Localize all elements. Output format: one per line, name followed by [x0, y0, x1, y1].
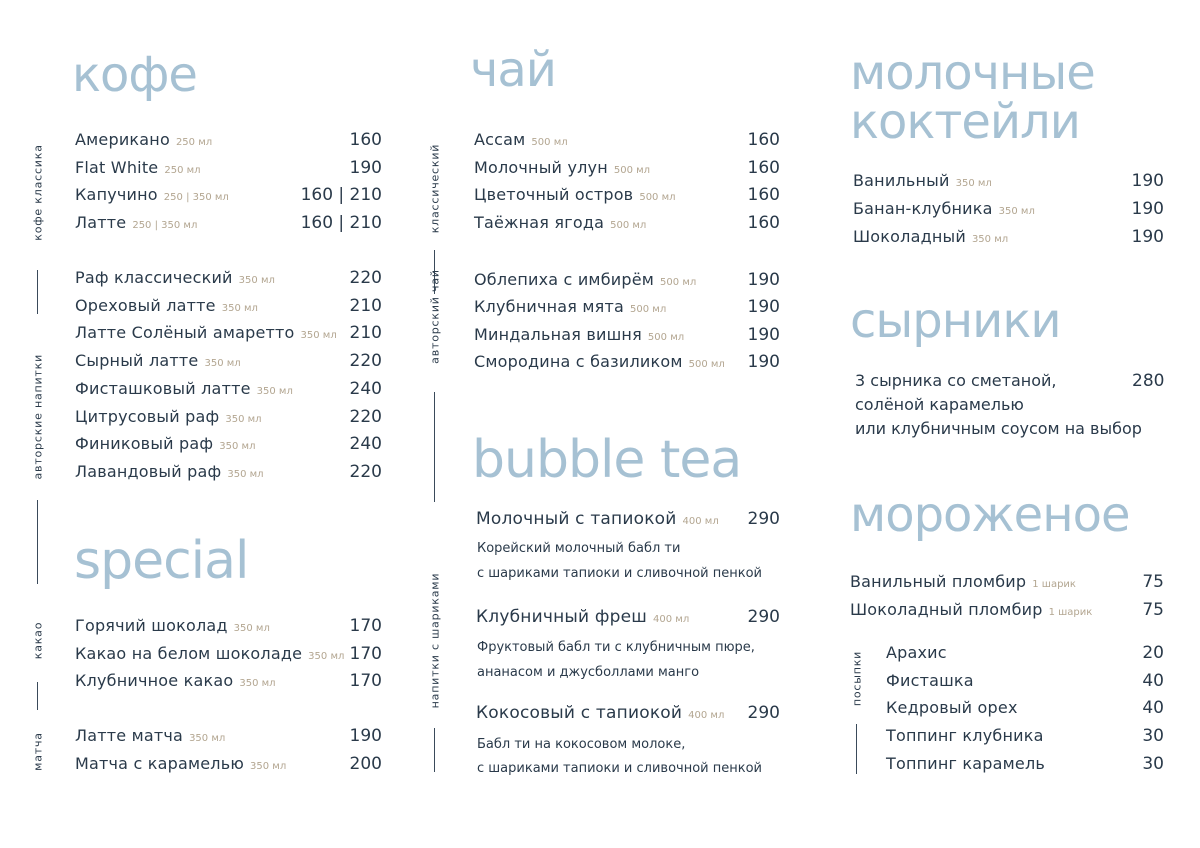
menu-item: [886, 726, 1164, 752]
item-volume: 1 шарик: [1048, 607, 1093, 618]
item-volume: 350 мл: [239, 678, 276, 689]
item-price: 20: [1142, 643, 1164, 663]
menu-item: [850, 572, 1164, 598]
item-name: Раф классический: [75, 268, 233, 287]
item-name: Сырный латте: [75, 351, 199, 370]
item-volume: 400 мл: [688, 710, 725, 721]
item-price: 220: [349, 351, 382, 371]
item-price: 170: [349, 644, 382, 664]
menu-item: [75, 268, 382, 294]
divider-line: [37, 500, 38, 584]
menu-item: [75, 323, 382, 349]
item-name: Фисташковый латте: [75, 379, 251, 398]
menu-item: [886, 671, 1164, 697]
menu-item: [75, 130, 382, 156]
item-volume: 350 мл: [256, 386, 293, 397]
item-price: 160: [747, 185, 780, 205]
item-price: 190: [349, 726, 382, 746]
item-name: Арахис: [886, 643, 947, 662]
side-label-bubble: напитки с шариками: [428, 572, 442, 709]
item-name: Цитрусовый раф: [75, 407, 220, 426]
item-name: Клубничный фреш: [476, 607, 648, 627]
item-volume: 350 мл: [250, 761, 287, 772]
item-volume: 500 мл: [639, 192, 676, 203]
item-price: 75: [1142, 600, 1164, 620]
item-name: Ванильный: [853, 171, 950, 190]
item-volume: 500 мл: [688, 359, 725, 370]
item-name: Фисташка: [886, 671, 974, 690]
item-name: Латте Солёный амаретто: [75, 323, 295, 342]
side-label-tea-author: авторский чай: [428, 269, 442, 364]
item-volume: 350 мл: [227, 469, 264, 480]
side-label-cocoa: какао: [31, 621, 45, 660]
item-description: Фруктовый бабл ти с клубничным пюре,: [477, 640, 755, 655]
item-name: Топпинг карамель: [886, 754, 1046, 773]
item-price: 190: [747, 270, 780, 290]
item-price: 200: [349, 754, 382, 774]
item-name: Кедровый орех: [886, 698, 1018, 717]
menu-item: [474, 325, 780, 351]
item-volume: 250 | 350 мл: [163, 192, 229, 203]
menu-item: [476, 703, 780, 729]
item-volume: 350 мл: [204, 358, 241, 369]
menu-item: [850, 600, 1164, 626]
item-volume: 500 мл: [630, 304, 667, 315]
item-price: 40: [1142, 671, 1164, 691]
menu-item: [853, 227, 1164, 253]
divider-line: [37, 270, 38, 314]
item-description: с шариками тапиоки и сливочной пенкой: [477, 761, 762, 776]
menu-item: [474, 130, 780, 156]
item-price: 220: [349, 407, 382, 427]
item-price: 190: [1131, 171, 1164, 191]
item-name: Банан-клубника: [853, 199, 993, 218]
item-price: 160 | 210: [300, 185, 382, 205]
item-volume: 400 мл: [653, 614, 690, 625]
menu-item: [474, 213, 780, 239]
item-price: 30: [1142, 754, 1164, 774]
item-name: Капучино: [75, 185, 158, 204]
item-price: 220: [349, 462, 382, 482]
item-name: Горячий шоколад: [75, 616, 228, 635]
item-volume: 350 мл: [308, 651, 345, 662]
item-name: Латте: [75, 213, 127, 232]
menu-item: [75, 671, 382, 697]
item-price: 240: [349, 434, 382, 454]
item-volume: 1 шарик: [1032, 579, 1076, 590]
item-volume: 250 мл: [175, 137, 213, 148]
item-name: Финиковый раф: [75, 434, 214, 453]
item-price: 40: [1142, 698, 1164, 718]
item-volume: 400 мл: [682, 516, 719, 527]
item-name: Клубничное какао: [75, 671, 234, 690]
item-price: 170: [349, 671, 382, 691]
item-volume: 500 мл: [531, 137, 568, 148]
side-label-matcha: матча: [31, 732, 45, 771]
item-name: Ассам: [474, 130, 526, 149]
item-volume: 350 мл: [221, 303, 258, 314]
menu-item: [75, 407, 382, 433]
menu-item: [75, 296, 382, 322]
menu-item: [75, 462, 382, 488]
menu-item: [474, 270, 780, 296]
item-price: 210: [349, 323, 382, 343]
divider-line: [434, 392, 435, 502]
item-volume: 350 мл: [998, 206, 1035, 217]
item-volume: 350 мл: [219, 441, 256, 452]
item-volume: 500 мл: [610, 220, 647, 231]
item-price: 190: [1131, 227, 1164, 247]
menu-item: [886, 643, 1164, 669]
item-price: 160 | 210: [300, 213, 382, 233]
item-volume: 500 мл: [647, 332, 685, 343]
menu-item: [474, 185, 780, 211]
side-label-coffee-author: авторские напитки: [31, 353, 45, 480]
item-volume: 350 мл: [238, 275, 275, 286]
menu-item: [75, 213, 382, 239]
item-name: Кокосовый с тапиокой: [476, 703, 683, 723]
item-name: Flat White: [75, 158, 159, 177]
divider-line: [856, 724, 857, 774]
menu-item: [75, 379, 382, 405]
item-name: Какао на белом шоколаде: [75, 644, 303, 663]
item-price: 190: [747, 325, 780, 345]
item-name: Лавандовый раф: [75, 462, 222, 481]
item-price: 190: [1131, 199, 1164, 219]
item-price: 240: [349, 379, 382, 399]
item-price: 290: [747, 509, 780, 529]
item-price: 190: [747, 352, 780, 372]
syrniki-description-line2: солёной карамелью: [855, 395, 1024, 414]
menu-item: [853, 171, 1164, 197]
item-price: 290: [747, 607, 780, 627]
item-price: 75: [1142, 572, 1164, 592]
menu-item: [474, 158, 780, 184]
item-volume: 350 мл: [971, 234, 1009, 245]
item-name: Миндальная вишня: [474, 325, 642, 344]
item-price: 290: [747, 703, 780, 723]
item-volume: 500 мл: [613, 165, 651, 176]
coffee-title: кофе: [72, 47, 197, 103]
special-title: special: [74, 531, 249, 591]
item-name: Топпинг клубника: [886, 726, 1044, 745]
milkshakes-title-line1: молочные: [850, 45, 1095, 101]
syrniki-description-line3: или клубничным соусом на выбор: [855, 419, 1142, 438]
item-volume: 350 мл: [189, 733, 226, 744]
item-volume: 350 мл: [225, 414, 262, 425]
item-name: Латте матча: [75, 726, 184, 745]
item-price: 170: [349, 616, 382, 636]
item-name: Шоколадный: [853, 227, 966, 246]
syrniki-price: 280: [1132, 371, 1165, 391]
item-name: Цветочный остров: [474, 185, 634, 204]
menu-item: [75, 754, 382, 780]
item-name: Клубничная мята: [474, 297, 625, 316]
menu-item: [474, 297, 780, 323]
menu-item: [853, 199, 1164, 225]
item-price: 210: [349, 296, 382, 316]
item-price: 160: [747, 130, 780, 150]
item-price: 190: [349, 158, 382, 178]
icecream-title: мороженое: [850, 487, 1130, 543]
item-description: Корейский молочный бабл ти: [477, 541, 681, 556]
syrniki-description-line1: 3 сырника со сметаной,: [855, 371, 1057, 390]
tea-title: чай: [470, 42, 556, 98]
item-volume: 250 мл: [164, 165, 201, 176]
divider-line: [434, 728, 435, 772]
menu-item: [75, 158, 382, 184]
item-name: Ореховый латте: [75, 296, 216, 315]
menu-item: [75, 726, 382, 752]
item-description: Бабл ти на кокосовом молоке,: [477, 737, 686, 752]
menu-item: [476, 509, 780, 535]
bubble-tea-title: bubble tea: [472, 430, 742, 490]
milkshakes-title-line2: коктейли: [850, 94, 1080, 150]
item-name: Шоколадный пломбир: [850, 600, 1043, 619]
item-name: Облепиха с имбирём: [474, 270, 655, 289]
menu-item: [476, 607, 780, 633]
item-name: Американо: [75, 130, 170, 149]
item-volume: 250 | 350 мл: [132, 220, 198, 231]
item-volume: 350 мл: [233, 623, 270, 634]
item-name: Смородина с базиликом: [474, 352, 683, 371]
item-volume: 500 мл: [660, 277, 697, 288]
item-price: 160: [349, 130, 382, 150]
menu-item: [75, 351, 382, 377]
menu-item: [75, 434, 382, 460]
item-volume: 350 мл: [300, 330, 337, 341]
menu-item: [75, 644, 382, 670]
menu-item: [474, 352, 780, 378]
item-price: 160: [747, 158, 780, 178]
syrniki-title: сырники: [850, 293, 1061, 349]
item-price: 160: [747, 213, 780, 233]
item-price: 220: [349, 268, 382, 288]
side-label-coffee-classic: кофе классика: [31, 144, 45, 241]
item-name: Таёжная ягода: [474, 213, 605, 232]
item-name: Молочный улун: [474, 158, 608, 177]
menu-item: [75, 616, 382, 642]
item-name: Ванильный пломбир: [850, 572, 1027, 591]
side-label-toppings: посыпки: [850, 650, 864, 707]
item-description: ананасом и джусболлами манго: [477, 665, 700, 680]
menu-item: [886, 754, 1164, 780]
item-price: 190: [747, 297, 780, 317]
item-volume: 350 мл: [955, 178, 992, 189]
item-price: 30: [1142, 726, 1164, 746]
side-label-tea-classic: классический: [428, 143, 442, 234]
menu-item: [75, 185, 382, 211]
menu-item: [886, 698, 1164, 724]
item-name: Молочный с тапиокой: [476, 509, 677, 529]
item-name: Матча с карамелью: [75, 754, 245, 773]
divider-line: [37, 682, 38, 710]
item-description: с шариками тапиоки и сливочной пенкой: [477, 566, 762, 581]
